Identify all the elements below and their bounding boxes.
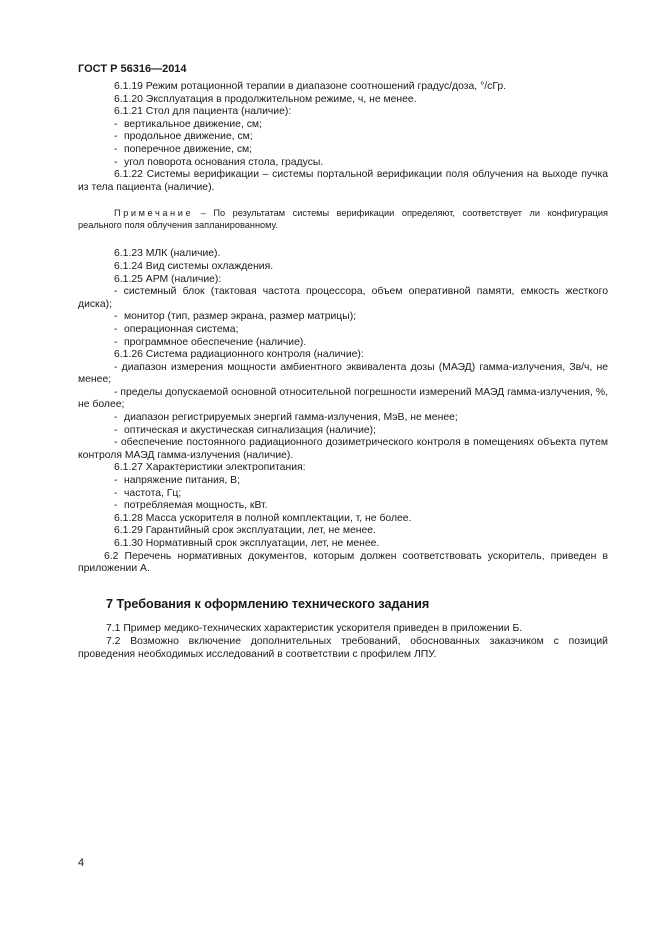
clause-6-1-28: 6.1.28 Масса ускорителя в полной комплектации, т, не более. xyxy=(114,512,412,524)
clause-7-1: 7.1 Пример медико-технических характеристик ускорителя приведен в приложении Б. xyxy=(106,623,523,635)
list-item: - программное обеспечение (наличие). xyxy=(78,337,608,350)
list-item: - угол поворота основания стола, градусы. xyxy=(78,157,608,170)
list-item: - потребляемая мощность, кВт. xyxy=(78,500,608,513)
list-item: - монитор (тип, размер экрана, размер матрицы); xyxy=(78,311,608,324)
document-body xyxy=(78,81,608,661)
list-item: - операционная система; xyxy=(78,324,608,337)
clause-7-2: 7.2 Возможно включение дополнительных требований, обоснованных заказчиком с позиций проведения необходимых исследований в соответствии с профилем ЛПУ. xyxy=(78,635,608,660)
clause-6-1-25: 6.1.25 АРМ (наличие): xyxy=(114,273,222,285)
clause-6-1-23: 6.1.23 МЛК (наличие). xyxy=(114,248,221,260)
list-item: - диапазон измерения мощности амбиентного эквивалента дозы (МАЭД) гамма-излучения, Зв/ч, не менее; xyxy=(78,361,608,386)
clause-6-1-24: 6.1.24 Вид системы охлаждения. xyxy=(114,260,274,272)
note xyxy=(78,207,608,231)
clause-6-2: 6.2 Перечень нормативных документов, которым должен соответствовать ускоритель, приведен в приложении А. xyxy=(78,550,608,575)
clause-6-1-21: 6.1.21 Стол для пациента (наличие): xyxy=(114,106,292,118)
list-item: - напряжение питания, В; xyxy=(78,475,608,488)
document-code: ГОСТ Р 56316—2014 xyxy=(78,63,187,75)
list-item: - системный блок (тактовая частота процессора, объем оперативной памяти, емкость жесткого диска); xyxy=(78,286,608,310)
list-item: - вертикальное движение, см; xyxy=(78,119,608,132)
list-item: - диапазон регистрируемых энергий гамма-излучения, МэВ, не менее; xyxy=(78,412,608,425)
clause-6-1-22: 6.1.22 Системы верификации – системы портальной верификации поля облучения на выходе пучка из тела пациента (наличие). xyxy=(78,169,608,193)
note-label: Примечание xyxy=(114,208,194,219)
list-item: - обеспечение постоянного радиационного дозиметрического контроля в помещениях объекта путем контроля МАЭД гамма-излучения (наличие). xyxy=(78,437,608,461)
list-item: - поперечное движение, см; xyxy=(78,144,608,157)
section-7-title: 7 Требования к оформлению технического задания xyxy=(106,596,430,611)
page-number: 4 xyxy=(78,857,85,869)
clause-6-1-19: 6.1.19 Режим ротационной терапии в диапазоне соотношений градус/доза, °/сГр. xyxy=(114,81,507,92)
clause-6-1-20: 6.1.20 Эксплуатация в продолжительном режиме, ч, не менее. xyxy=(114,93,417,105)
list-item: - пределы допускаемой основной относительной погрешности измерений МАЭД гамма-излучения, %, не более; xyxy=(78,386,608,411)
clause-6-1-29: 6.1.29 Гарантийный срок эксплуатации, лет, не менее. xyxy=(114,525,376,537)
clause-6-1-26: 6.1.26 Система радиационного контроля (наличие): xyxy=(114,349,364,361)
list-item: - продольное движение, см; xyxy=(78,131,608,144)
list-item: - оптическая и акустическая сигнализация (наличие); xyxy=(78,425,608,438)
clause-6-1-27: 6.1.27 Характеристики электропитания: xyxy=(114,462,306,474)
note-text: – По результатам системы верификации определяют, соответствует ли конфигурация реального поля облучения запланированному. xyxy=(78,208,608,231)
clause-6-1-30: 6.1.30 Нормативный срок эксплуатации, лет, не менее. xyxy=(114,538,380,549)
list-item: - частота, Гц; xyxy=(78,488,608,501)
